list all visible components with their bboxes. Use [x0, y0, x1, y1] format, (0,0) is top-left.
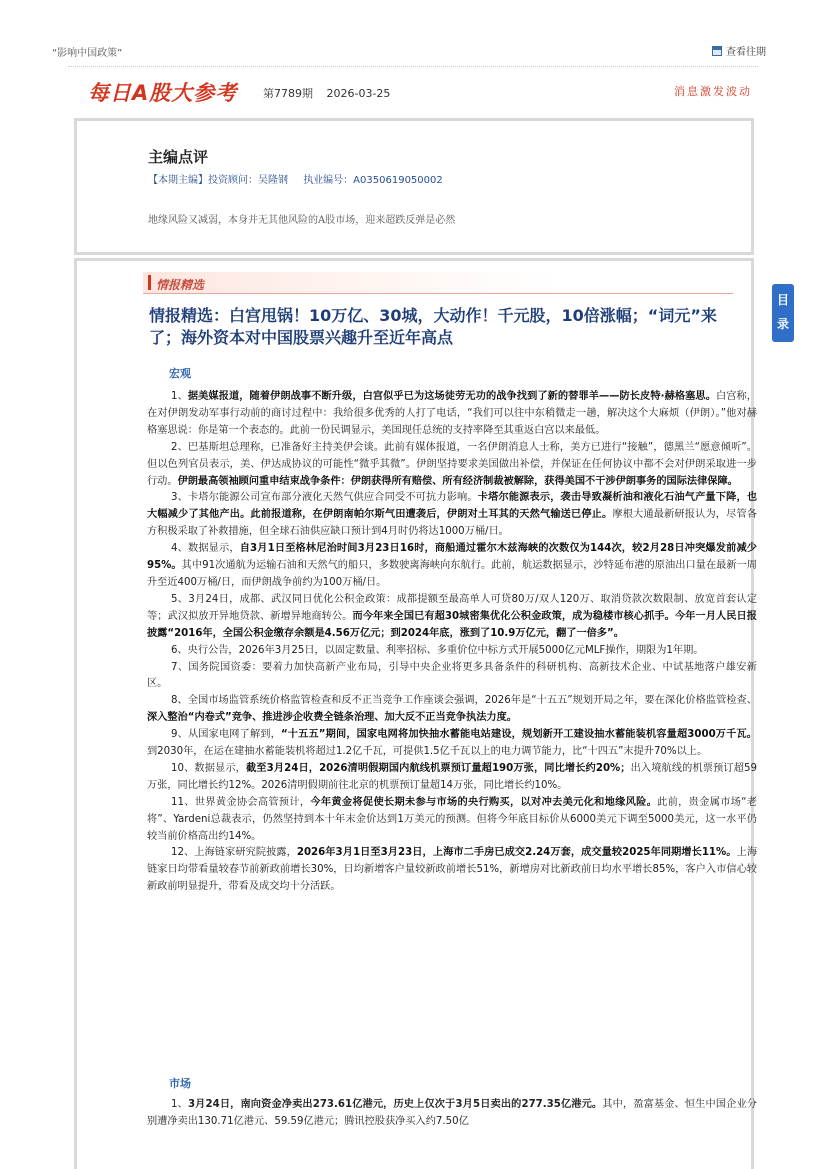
news-item-text: 世界黄金协会高管预计，	[194, 796, 311, 808]
market-news-list	[147, 1097, 757, 1131]
issue-date: 2026-03-25	[326, 87, 391, 100]
section-tag-label: 情报精选	[156, 278, 205, 292]
news-item-text: 7、	[171, 661, 189, 673]
news-item-text: 到2030年，在运在建抽水蓄能装机将超过1.2亿千瓦，可提供1.5亿千瓦以上的电力调节能力，比“十四五”末提升70%以上。	[147, 746, 708, 758]
news-item-highlight: 深入整治“内卷式”竞争、推进涉企收费全链条治理、加大反不正当竞争执法力度。	[147, 712, 517, 724]
news-item-text: 从国家电网了解到，	[187, 729, 281, 741]
news-item-text: 11、	[171, 796, 195, 808]
news-item-text: 巴基斯坦总理称，已准备好主持美伊会谈。此前有媒体报道，一名伊朗消息人士称，美方已进行“接触”，德黑兰“愿意倾听”。但以色列官员表示，美、伊达成协议的可能性“微乎其微”。伊朗坚持要求美国做出补偿，并保证在任何协议中都不会对伊朗采取进一步行动。	[147, 441, 758, 487]
tag-marker-icon	[148, 275, 151, 290]
news-item-text: 5、	[171, 593, 189, 605]
editor-box	[74, 118, 754, 255]
issue-number: 第7789期	[263, 87, 313, 100]
news-item-text: 白宫称，在对伊朗发动军事行动前的商讨过程中：我给很多优秀的人打了电话，“我们可以往中东稍微走一趟，解决这个大麻烦（伊朗）。”他对赫格塞思说：你是第一个表态的。此前一份民调显示，美国现任总统的支持率降至其重返白宫以来最低。	[147, 391, 757, 436]
masthead	[68, 66, 758, 106]
section-macro: 宏观	[169, 367, 191, 380]
news-item	[147, 693, 757, 727]
news-item	[147, 592, 757, 643]
news-item-text: 数据显示，	[194, 762, 246, 774]
news-item	[147, 440, 757, 491]
editor-comment: 地缘风险又减弱，本身并无其他风险的A股市场，迎来超跌反弹是必然	[148, 215, 456, 226]
news-item-text: 上海链家研究院披露，	[194, 847, 297, 859]
news-item-text: 10、	[171, 762, 195, 774]
news-item-text: 2、	[171, 441, 188, 453]
news-item-text: 上海链家日均带看量较春节前新政前增长30%，日均新增客户量较新政前增长51%，新增房对比新政前日均水平增长85%，客户入市信心较新政前明显提升，带看及成交均十分活跃。	[147, 847, 758, 893]
news-item-highlight: 据美媒报道，随着伊朗战事不断升级，白宫似乎已为这场徒劳无功的战争找到了新的替罪羊——防长皮特·赫格塞思。	[187, 391, 716, 402]
news-item	[147, 660, 757, 694]
brand-logo: 每日A股大参考	[88, 81, 238, 105]
editor-license: 执业编号：A0350619050002	[303, 175, 443, 186]
news-item-text: 数据显示，	[187, 543, 240, 555]
news-item-text: 全国市场监管系统价格监管检查和反不正当竞争工作座谈会强调，2026年是“十五五”规划开局之年，要在深化价格监管检查、	[187, 695, 757, 707]
news-item-highlight: 伊朗最高领袖顾问重申结束战争条件：伊朗获得所有赔偿、所有经济制裁被解除，获得美国不干涉伊朗事务的国际法律保障。	[177, 475, 738, 487]
news-item	[147, 727, 757, 761]
news-item	[147, 761, 757, 795]
header-slogan: “影响中国政策”	[52, 48, 123, 59]
section-tag	[143, 272, 733, 294]
news-item-text: 其中91次通航为运输石油和天然气的船只，多数驶离海峡向东航行。此前，航运数据显示，沙特延布港的原油出口量在最新一周升至近400万桶/日，而伊朗战争前约为100万桶/日。	[147, 560, 757, 588]
news-item-highlight: 自3月1日至格林尼治时间3月23日16时，商船通过霍尔木兹海峡的次数仅为144次，较2月28日冲突爆发前减少95%。	[147, 543, 757, 572]
news-item-text: 8、	[171, 695, 188, 707]
news-item-text: 摩根大通最新研报认为，尽管各方积极采取了补救措施，但全球石油供应缺口预计到4月时仍将达1000万桶/日。	[147, 509, 758, 538]
news-item-highlight: 2026年3月1日至3月23日，上海市二手房已成交2.24万套，成交量较2025年同期增长11%。	[296, 847, 737, 859]
news-item-text: 出入境航线的机票预订超59万张，同比增长约12%。2026清明假期前往北京的机票预订量超14万张，同比增长约10%。	[147, 762, 757, 791]
news-item-text: 3、	[171, 492, 188, 504]
macro-news-list	[147, 389, 757, 896]
news-item-highlight: 而今年来全国已有超30城密集优化公积金政策，成为稳楼市核心抓手。今年一月人民日报披露“2016年，全国公积金缴存余额是4.56万亿元；到2024年底，涨到了10.9万亿元，翻了一倍多”。	[147, 610, 757, 639]
news-item-text: 其中，盈富基金、恒生中国企业分别遭净卖出130.71亿港元、59.59亿港元；腾讯控股获净买入约7.50亿	[147, 1099, 757, 1127]
news-item-text: 6、	[171, 644, 188, 656]
news-item-text: 1、	[171, 1099, 188, 1110]
news-item-text: 卡塔尔能源公司宣布部分液化天然气供应合同受不可抗力影响。	[188, 492, 478, 504]
news-item-text: 国务院国资委：要着力加快高新产业布局，引导中央企业将更多具备条件的科研机构、高新技术企业、中试基地落户雄安新区。	[147, 661, 757, 690]
news-item	[147, 643, 757, 660]
news-item	[147, 389, 757, 440]
news-item-highlight: 3月24日，南向资金净卖出273.61亿港元，历史上仅次于3月5日卖出的277.35亿港元。	[187, 1099, 603, 1110]
editor-credentials	[148, 171, 455, 186]
news-item	[147, 845, 757, 896]
news-item	[147, 490, 757, 541]
motto: 消息激发波动	[674, 85, 752, 98]
history-link-label: 查看往期	[726, 47, 766, 58]
intel-box	[74, 258, 758, 1169]
toc-label: 目录	[777, 293, 790, 331]
issue-info	[263, 85, 400, 101]
news-item-text: 3月24日，成都、武汉同日优化公积金政策：成都提额至最高单人可贷80万/双人120万、取消贷款次数限制、放宽首套认定等；武汉拟放开异地贷款、新增异地商转公。	[147, 593, 758, 622]
news-item	[147, 1097, 757, 1131]
news-item-highlight: 今年黄金将促使长期未参与市场的央行购买，以对冲去美元化和地缘风险。	[310, 796, 658, 808]
news-item-highlight: “十五五”期间，国家电网将加快抽水蓄能电站建设，规划新开工建设抽水蓄能装机容量超3000万千瓦。	[280, 729, 757, 741]
calendar-icon	[712, 46, 722, 56]
editor-title: 主编点评	[148, 148, 209, 166]
news-item-highlight: 卡塔尔能源表示，袭击导致凝析油和液化石油气产量下降，也大幅减少了其他产出。此前报道称，在伊朗南帕尔斯气田遭袭后，伊朗对土耳其的天然气输送已停止。	[147, 492, 758, 521]
news-item-text: 9、	[171, 729, 188, 741]
news-item-text: 此前，贵金属市场“老将”、Yardeni总裁表示，仍然坚持到本十年末金价达到1万美元的预测。但将今年底目标价从6000美元下调至5000美元，这一水平仍较当前价格高出约14%。	[147, 796, 758, 842]
news-item-highlight: 截至3月24日，2026清明假期国内航线机票预订量超190万张，同比增长约20%；	[245, 762, 631, 774]
news-item-text: 4、	[171, 543, 188, 555]
section-market: 市场	[169, 1077, 191, 1090]
news-item-text: 12、	[171, 847, 195, 859]
history-link[interactable]	[712, 43, 766, 58]
news-item-text: 央行公告，2026年3月25日，以固定数量、利率招标、多重价位中标方式开展5000亿元MLF操作，期限为1年期。	[187, 644, 704, 656]
editor-role: 【本期主编】投资顾问：吴隆钢	[148, 175, 288, 186]
toc-button[interactable]	[772, 284, 794, 342]
article-headline: 情报精选：白宫甩锅！10万亿、30城，大动作！千元股，10倍涨幅；“词元”来了；海外资本对中国股票兴趣升至近年高点	[149, 306, 717, 347]
news-item	[147, 541, 757, 592]
news-item	[147, 795, 757, 846]
news-item-text: 1、	[171, 391, 188, 402]
